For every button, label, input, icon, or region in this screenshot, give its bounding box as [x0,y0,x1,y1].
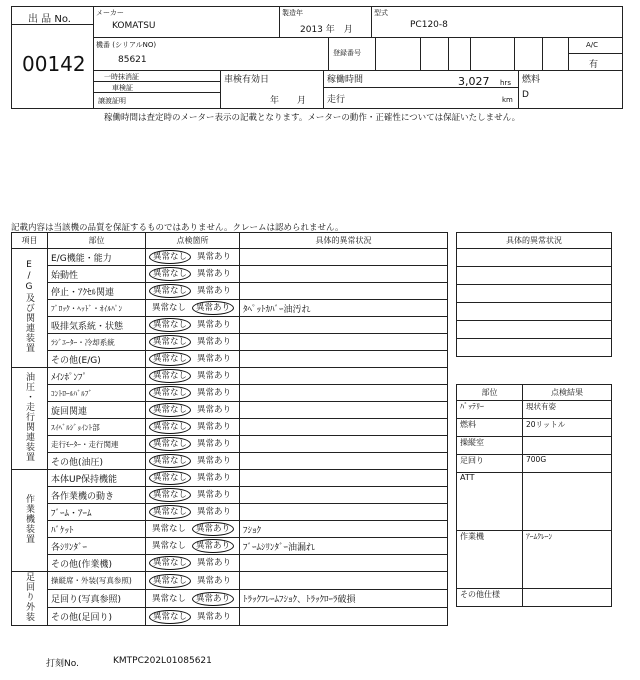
lot-number: 00142 [22,52,86,76]
abnormal-option: 異常あり [192,522,234,536]
group-label-text: 作業機装置 [24,494,34,544]
normal-option: 異常なし [149,284,191,298]
part-cell: 各ｼﾘﾝﾀﾞｰ [48,538,146,555]
inspection-date-label: 車検有効日 [224,75,270,85]
abnormal-option: 異常あり [192,301,234,315]
normal-option: 異常なし [149,420,191,434]
detail-cell: ﾌﾞｰﾑｼﾘﾝﾀﾞｰ油漏れ [240,538,448,555]
right-detail-row [457,339,612,357]
detail-cell [240,555,448,572]
check-cell [146,555,240,572]
group-label-text: E/G及び関連装置 [24,260,34,353]
normal-option: 異常なし [149,471,191,485]
normal-option: 異常なし [149,437,191,451]
ac-value: 有 [589,60,599,70]
abnormal-option: 異常あり [197,507,232,517]
inspection-row [12,555,448,572]
inspection-row [12,453,448,470]
part-cell: ﾊﾞｹｯﾄ [48,521,146,538]
col-part: 部位 [48,233,146,249]
abnormal-option: 異常あり [197,371,232,381]
check-cell [146,521,240,538]
detail-cell: ﾌｼｮｸ [240,521,448,538]
detail-cell [240,504,448,521]
part-cell: 旋回関連 [48,402,146,419]
inspection-row [12,249,448,266]
model-value: PC120-8 [410,20,448,30]
normal-option: 異常なし [149,610,191,624]
right-result-table [456,384,612,607]
detail-cell [240,368,448,385]
check-cell [146,300,240,317]
abnormal-option: 異常あり [197,337,232,347]
detail-cell [240,351,448,368]
result-part: 足回り [457,455,523,473]
abnormal-option: 異常あり [197,252,232,262]
normal-option: 異常なし [149,556,191,570]
normal-option: 異常なし [149,403,191,417]
detail-cell [240,283,448,300]
normal-option: 異常なし [149,352,191,366]
inspection-row [12,487,448,504]
part-cell: 足回り(写真参照) [48,590,146,608]
normal-option: 異常なし [149,386,191,400]
result-part: 作業機 [457,531,523,589]
right-detail-header: 具体的異常状況 [457,233,612,249]
abnormal-option: 異常あり [197,456,232,466]
result-value [523,589,612,607]
hours-unit: hrs [500,79,511,87]
group-label [12,572,48,626]
inspection-row [12,385,448,402]
abnormal-option: 異常あり [197,286,232,296]
check-cell [146,249,240,266]
normal-option: 異常なし [149,454,191,468]
detail-cell [240,470,448,487]
right-detail-row [457,321,612,339]
part-cell: 走行ﾓｰﾀｰ・走行関連 [48,436,146,453]
normal-option: 異常なし [152,593,187,604]
part-cell: E/G機能・能力 [48,249,146,266]
normal-option: 異常なし [149,488,191,502]
inspection-row [12,402,448,419]
ac-label: A/C [586,41,599,49]
detail-cell [240,453,448,470]
detail-cell [240,266,448,283]
inspection-row [12,538,448,555]
col-detail: 具体的異常状況 [240,233,448,249]
disclaimer: 記載内容は当該機の品質を保証するものではありません。クレームは認められません。 [11,223,344,233]
abnormal-option: 異常あり [197,439,232,449]
inspection-row [12,266,448,283]
normal-option: 異常なし [152,541,187,551]
vehicle-cert-label: 車検証 [112,84,133,92]
inspection-table [11,232,448,626]
result-value [523,473,612,531]
result-row [457,531,612,589]
result-row [457,419,612,437]
result-value [523,437,612,455]
normal-option: 異常なし [149,267,191,281]
check-cell [146,538,240,555]
abnormal-option: 異常あり [192,592,234,606]
part-cell: 吸排気系統・状態 [48,317,146,334]
check-cell [146,351,240,368]
result-part: 操縦室 [457,437,523,455]
inspection-row [12,419,448,436]
result-row [457,473,612,531]
check-cell [146,504,240,521]
abnormal-option: 異常あり [197,422,232,432]
check-cell [146,385,240,402]
detail-cell [240,572,448,590]
normal-option: 異常なし [152,303,187,313]
right-detail-row [457,303,612,321]
group-label [12,249,48,368]
abnormal-option: 異常あり [197,320,232,330]
inspection-row [12,368,448,385]
stamp-label: 打刻No. [46,659,79,669]
part-cell: ｺﾝﾄﾛｰﾙﾊﾞﾙﾌﾞ [48,385,146,402]
normal-option: 異常なし [149,335,191,349]
check-cell [146,283,240,300]
check-cell [146,608,240,626]
result-row [457,589,612,607]
hours-note: 稼働時間は査定時のメーター表示の記載となります。メーターの動作・正確性については保証いたしません。 [104,113,521,123]
group-label-text: 油圧・走行関連装置 [24,372,34,462]
year-value: 2013 年 月 [300,25,353,35]
inspection-row [12,334,448,351]
result-col-value: 点検結果 [523,385,612,401]
inspection-row [12,283,448,300]
detail-cell: ﾄﾗｯｸﾌﾚｰﾑﾌｼｮｸ、ﾄﾗｯｸﾛｰﾗ破損 [240,590,448,608]
check-cell [146,266,240,283]
detail-cell [240,402,448,419]
hours-value: 3,027 [458,75,490,88]
part-cell: 停止・ｱｸｾﾙ関連 [48,283,146,300]
inspection-row [12,436,448,453]
normal-option: 異常なし [149,250,191,264]
detail-cell [240,487,448,504]
transfer-cert-label: 譲渡証明 [98,97,126,105]
inspection-row [12,504,448,521]
part-cell: その他(油圧) [48,453,146,470]
check-cell [146,334,240,351]
part-cell: 各作業機の動き [48,487,146,504]
part-cell: ﾌﾞｰﾑ・ｱｰﾑ [48,504,146,521]
right-detail-row [457,249,612,267]
year-label: 製造年 [282,9,303,17]
group-label [12,368,48,470]
inspection-date-value: 年 月 [270,96,307,106]
part-cell: その他(作業機) [48,555,146,572]
abnormal-option: 異常あり [197,558,232,568]
maker-label: メーカー [96,9,124,17]
result-part: 燃料 [457,419,523,437]
inspection-row [12,572,448,590]
abnormal-option: 異常あり [197,388,232,398]
temp-cancel-label: 一時抹消証 [104,73,139,81]
part-cell: その他(足回り) [48,608,146,626]
detail-cell [240,419,448,436]
stamp-value: KMTPC202L01085621 [113,656,212,666]
hours-label: 稼働時間 [327,75,364,85]
col-check: 点検箇所 [146,233,240,249]
fuel-label: 燃料 [522,75,541,85]
normal-option: 異常なし [149,574,191,588]
part-cell: ﾌﾞﾛｯｸ・ﾍｯﾄﾞ・ｵｲﾙﾊﾟﾝ [48,300,146,317]
abnormal-option: 異常あり [197,490,232,500]
serial-label: 機番 (シリアルNO) [96,41,157,49]
detail-cell [240,608,448,626]
check-cell [146,368,240,385]
check-cell [146,453,240,470]
result-part: ATT [457,473,523,531]
check-cell [146,317,240,334]
col-item: 項目 [12,233,48,249]
part-cell: ﾗｼﾞｴｰﾀｰ・冷却系統 [48,334,146,351]
distance-unit: km [502,96,513,104]
check-cell [146,590,240,608]
abnormal-option: 異常あり [197,575,232,586]
part-cell: ｽｲﾍﾞﾙｼﾞｮｲﾝﾄ部 [48,419,146,436]
detail-cell [240,436,448,453]
right-detail-row [457,267,612,285]
inspection-row [12,351,448,368]
right-detail-table [456,232,612,357]
normal-option: 異常なし [149,318,191,332]
abnormal-option: 異常あり [197,354,232,364]
check-cell [146,402,240,419]
inspection-row [12,317,448,334]
serial-value: 85621 [118,55,147,65]
inspection-row [12,590,448,608]
lot-label: 出 品 No. [28,14,71,25]
inspection-row [12,470,448,487]
part-cell: 操縦席・外装(写真参照) [48,572,146,590]
part-cell: 始動性 [48,266,146,283]
abnormal-option: 異常あり [197,473,232,483]
maker-value: KOMATSU [112,21,156,31]
result-part: その他仕様 [457,589,523,607]
abnormal-option: 異常あり [197,269,232,279]
model-label: 型式 [374,9,388,17]
normal-option: 異常なし [152,524,187,534]
result-col-part: 部位 [457,385,523,401]
check-cell [146,572,240,590]
result-value: 700G [523,455,612,473]
abnormal-option: 異常あり [197,611,232,622]
detail-cell: ﾀﾍﾟｯﾄｶﾊﾞｰ油汚れ [240,300,448,317]
abnormal-option: 異常あり [197,405,232,415]
detail-cell [240,385,448,402]
normal-option: 異常なし [149,505,191,519]
detail-cell [240,334,448,351]
distance-label: 走行 [327,95,346,105]
part-cell: ﾒｲﾝﾎﾟﾝﾌﾟ [48,368,146,385]
group-label [12,470,48,572]
result-row [457,437,612,455]
registration-label: 登録番号 [333,49,361,57]
group-label-text: 足回り外装 [24,572,34,622]
result-value: 現状有姿 [523,401,612,419]
right-detail-row [457,285,612,303]
part-cell: その他(E/G) [48,351,146,368]
part-cell: 本体UP保持機能 [48,470,146,487]
check-cell [146,419,240,436]
inspection-row [12,608,448,626]
detail-cell [240,249,448,266]
inspection-row [12,300,448,317]
detail-cell [240,317,448,334]
abnormal-option: 異常あり [192,539,234,553]
result-value: ｱｰﾑｸﾚｰﾝ [523,531,612,589]
fuel-value: D [522,90,529,100]
check-cell [146,487,240,504]
check-cell [146,470,240,487]
normal-option: 異常なし [149,369,191,383]
check-cell [146,436,240,453]
result-part: ﾊﾞｯﾃﾘｰ [457,401,523,419]
result-value: 20リットル [523,419,612,437]
result-row [457,455,612,473]
inspection-row [12,521,448,538]
result-row [457,401,612,419]
